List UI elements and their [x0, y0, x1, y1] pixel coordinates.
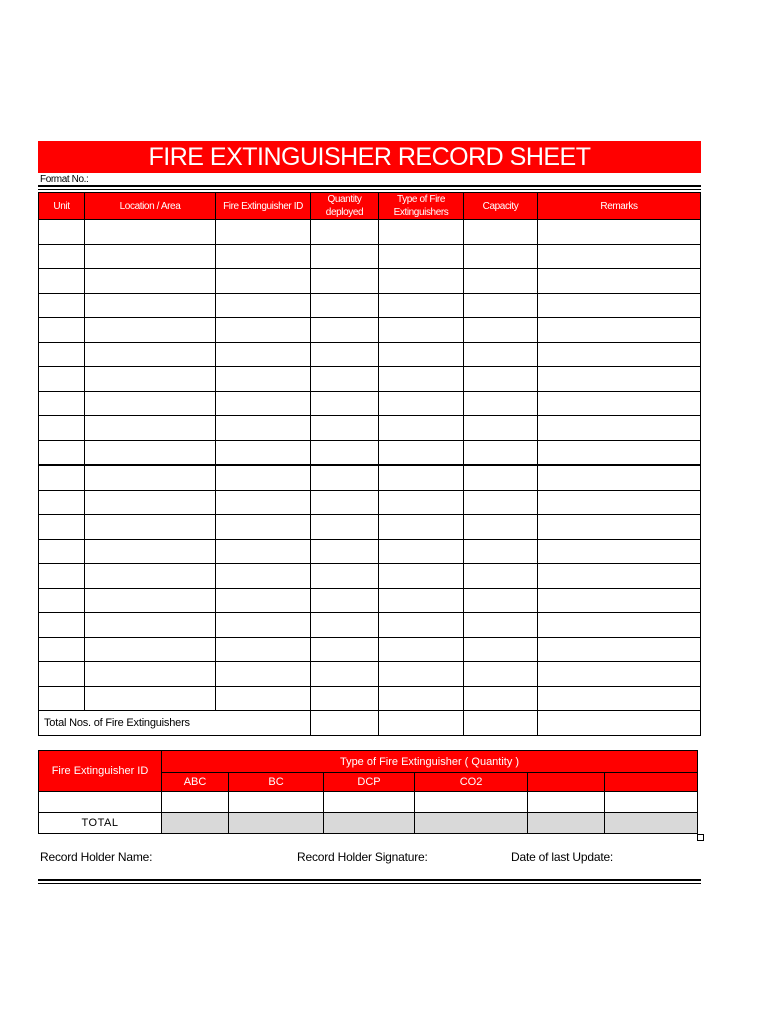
cell-location[interactable] — [85, 440, 216, 465]
summary-type-header: Type of Fire Extinguisher ( Quantity ) — [162, 751, 698, 773]
summary-blank1-cell[interactable] — [528, 792, 605, 813]
col-header-capacity: Capacity — [464, 193, 538, 220]
col-header-remarks: Remarks — [538, 193, 701, 220]
cell-quantity[interactable] — [311, 613, 379, 638]
cell-capacity[interactable] — [464, 367, 538, 392]
resize-handle[interactable] — [697, 834, 704, 841]
cell-unit[interactable] — [39, 391, 85, 416]
cell-location[interactable] — [85, 220, 216, 245]
cell-fe-id[interactable] — [216, 465, 311, 490]
record-row — [39, 490, 701, 515]
record-total-row — [39, 711, 701, 736]
cell-quantity[interactable] — [311, 539, 379, 564]
cell-remarks[interactable] — [538, 686, 701, 711]
cell-quantity[interactable] — [311, 588, 379, 613]
total-capacity-cell[interactable] — [464, 711, 538, 736]
cell-capacity[interactable] — [464, 416, 538, 441]
cell-quantity[interactable] — [311, 269, 379, 294]
cell-type[interactable] — [379, 391, 464, 416]
cell-quantity[interactable] — [311, 686, 379, 711]
date-of-last-update-label: Date of last Update: — [511, 850, 614, 864]
cell-type[interactable] — [379, 637, 464, 662]
cell-quantity[interactable] — [311, 391, 379, 416]
cell-type[interactable] — [379, 416, 464, 441]
cell-quantity[interactable] — [311, 367, 379, 392]
total-co2-cell[interactable] — [415, 813, 528, 834]
summary-id-header: Fire Extinguisher ID — [39, 751, 162, 792]
total-quantity-cell[interactable] — [311, 711, 379, 736]
cell-type[interactable] — [379, 342, 464, 367]
cell-unit[interactable] — [39, 637, 85, 662]
cell-unit[interactable] — [39, 244, 85, 269]
cell-quantity[interactable] — [311, 564, 379, 589]
cell-remarks[interactable] — [538, 588, 701, 613]
record-row — [39, 613, 701, 638]
cell-type[interactable] — [379, 490, 464, 515]
cell-capacity[interactable] — [464, 440, 538, 465]
cell-capacity[interactable] — [464, 490, 538, 515]
cell-fe-id[interactable] — [216, 293, 311, 318]
cell-remarks[interactable] — [538, 269, 701, 294]
cell-fe-id[interactable] — [216, 416, 311, 441]
cell-capacity[interactable] — [464, 637, 538, 662]
cell-capacity[interactable] — [464, 515, 538, 540]
cell-quantity[interactable] — [311, 293, 379, 318]
cell-location[interactable] — [85, 613, 216, 638]
cell-type[interactable] — [379, 269, 464, 294]
cell-fe-id[interactable] — [216, 686, 311, 711]
cell-location[interactable] — [85, 269, 216, 294]
summary-id-cell[interactable] — [39, 792, 162, 813]
cell-location[interactable] — [85, 367, 216, 392]
summary-blank2-cell[interactable] — [605, 792, 698, 813]
cell-fe-id[interactable] — [216, 269, 311, 294]
cell-location[interactable] — [85, 539, 216, 564]
total-blank1-cell[interactable] — [528, 813, 605, 834]
summary-entry-row — [39, 792, 698, 813]
cell-quantity[interactable] — [311, 662, 379, 687]
summary-dcp-cell[interactable] — [324, 792, 415, 813]
record-row — [39, 588, 701, 613]
cell-remarks[interactable] — [538, 342, 701, 367]
footer-rule-thick — [38, 879, 701, 881]
cell-fe-id[interactable] — [216, 440, 311, 465]
cell-type[interactable] — [379, 244, 464, 269]
cell-location[interactable] — [85, 465, 216, 490]
cell-unit[interactable] — [39, 440, 85, 465]
cell-capacity[interactable] — [464, 318, 538, 343]
cell-location[interactable] — [85, 318, 216, 343]
cell-remarks[interactable] — [538, 220, 701, 245]
type-co2: CO2 — [415, 773, 528, 792]
footer-rule-thin — [38, 883, 701, 884]
record-row — [39, 220, 701, 245]
cell-capacity[interactable] — [464, 613, 538, 638]
cell-type[interactable] — [379, 367, 464, 392]
cell-capacity[interactable] — [464, 342, 538, 367]
cell-remarks[interactable] — [538, 416, 701, 441]
cell-unit[interactable] — [39, 662, 85, 687]
cell-quantity[interactable] — [311, 318, 379, 343]
total-dcp-cell[interactable] — [324, 813, 415, 834]
type-bc: BC — [229, 773, 324, 792]
cell-fe-id[interactable] — [216, 342, 311, 367]
cell-type[interactable] — [379, 662, 464, 687]
cell-capacity[interactable] — [464, 588, 538, 613]
cell-remarks[interactable] — [538, 318, 701, 343]
cell-fe-id[interactable] — [216, 662, 311, 687]
cell-unit[interactable] — [39, 686, 85, 711]
cell-remarks[interactable] — [538, 367, 701, 392]
format-no-label: Format No.: — [40, 174, 89, 185]
cell-fe-id[interactable] — [216, 220, 311, 245]
total-blank2-cell[interactable] — [605, 813, 698, 834]
cell-capacity[interactable] — [464, 220, 538, 245]
cell-quantity[interactable] — [311, 342, 379, 367]
cell-location[interactable] — [85, 588, 216, 613]
summary-abc-cell[interactable] — [162, 792, 229, 813]
type-blank-2 — [605, 773, 698, 792]
cell-location[interactable] — [85, 416, 216, 441]
cell-unit[interactable] — [39, 416, 85, 441]
cell-remarks[interactable] — [538, 293, 701, 318]
cell-fe-id[interactable] — [216, 564, 311, 589]
record-row — [39, 662, 701, 687]
cell-location[interactable] — [85, 293, 216, 318]
summary-total-row — [39, 813, 698, 834]
cell-unit[interactable] — [39, 465, 85, 490]
record-holder-name-label: Record Holder Name: — [40, 850, 153, 864]
cell-remarks[interactable] — [538, 637, 701, 662]
record-row — [39, 391, 701, 416]
record-row — [39, 637, 701, 662]
total-abc-cell[interactable] — [162, 813, 229, 834]
cell-type[interactable] — [379, 539, 464, 564]
cell-type[interactable] — [379, 318, 464, 343]
col-header-unit: Unit — [39, 193, 85, 220]
cell-capacity[interactable] — [464, 539, 538, 564]
cell-remarks[interactable] — [538, 391, 701, 416]
cell-fe-id[interactable] — [216, 539, 311, 564]
cell-type[interactable] — [379, 686, 464, 711]
record-row — [39, 269, 701, 294]
cell-capacity[interactable] — [464, 564, 538, 589]
sheet-title: FIRE EXTINGUISHER RECORD SHEET — [38, 141, 701, 173]
type-abc: ABC — [162, 773, 229, 792]
cell-location[interactable] — [85, 686, 216, 711]
cell-quantity[interactable] — [311, 637, 379, 662]
cell-type[interactable] — [379, 588, 464, 613]
total-fire-extinguishers-label: Total Nos. of Fire Extinguishers — [39, 711, 311, 736]
cell-unit[interactable] — [39, 220, 85, 245]
cell-type[interactable] — [379, 293, 464, 318]
col-header-type: Type of Fire Extinguishers — [379, 193, 464, 220]
cell-quantity[interactable] — [311, 416, 379, 441]
col-header-quantity: Quantity deployed — [311, 193, 379, 220]
cell-quantity[interactable] — [311, 490, 379, 515]
cell-remarks[interactable] — [538, 662, 701, 687]
cell-capacity[interactable] — [464, 293, 538, 318]
summary-total-label: TOTAL — [39, 813, 162, 834]
cell-capacity[interactable] — [464, 244, 538, 269]
cell-quantity[interactable] — [311, 465, 379, 490]
cell-quantity[interactable] — [311, 244, 379, 269]
cell-quantity[interactable] — [311, 515, 379, 540]
total-type-cell[interactable] — [379, 711, 464, 736]
record-row — [39, 367, 701, 392]
cell-fe-id[interactable] — [216, 588, 311, 613]
record-row — [39, 293, 701, 318]
cell-location[interactable] — [85, 515, 216, 540]
cell-fe-id[interactable] — [216, 613, 311, 638]
total-bc-cell[interactable] — [229, 813, 324, 834]
cell-unit[interactable] — [39, 515, 85, 540]
cell-unit[interactable] — [39, 490, 85, 515]
cell-type[interactable] — [379, 440, 464, 465]
col-header-location: Location / Area — [85, 193, 216, 220]
cell-fe-id[interactable] — [216, 318, 311, 343]
summary-co2-cell[interactable] — [415, 792, 528, 813]
cell-location[interactable] — [85, 391, 216, 416]
col-header-fe-id: Fire Extinguisher ID — [216, 193, 311, 220]
cell-fe-id[interactable] — [216, 637, 311, 662]
cell-remarks[interactable] — [538, 244, 701, 269]
record-table — [38, 192, 701, 736]
record-row — [39, 686, 701, 711]
header-rule-thin — [38, 189, 701, 190]
cell-location[interactable] — [85, 564, 216, 589]
cell-location[interactable] — [85, 244, 216, 269]
record-row — [39, 515, 701, 540]
type-dcp: DCP — [324, 773, 415, 792]
record-holder-signature-label: Record Holder Signature: — [297, 850, 428, 864]
cell-fe-id[interactable] — [216, 244, 311, 269]
cell-unit[interactable] — [39, 613, 85, 638]
record-row — [39, 564, 701, 589]
record-row — [39, 416, 701, 441]
cell-capacity[interactable] — [464, 686, 538, 711]
cell-remarks[interactable] — [538, 490, 701, 515]
record-row — [39, 539, 701, 564]
cell-unit[interactable] — [39, 564, 85, 589]
cell-unit[interactable] — [39, 318, 85, 343]
cell-location[interactable] — [85, 637, 216, 662]
record-row — [39, 440, 701, 465]
cell-remarks[interactable] — [538, 515, 701, 540]
cell-quantity[interactable] — [311, 220, 379, 245]
summary-header-row — [39, 751, 698, 773]
cell-remarks[interactable] — [538, 440, 701, 465]
cell-remarks[interactable] — [538, 539, 701, 564]
record-row — [39, 244, 701, 269]
record-row — [39, 342, 701, 367]
cell-type[interactable] — [379, 220, 464, 245]
cell-remarks[interactable] — [538, 564, 701, 589]
cell-type[interactable] — [379, 564, 464, 589]
cell-location[interactable] — [85, 342, 216, 367]
cell-fe-id[interactable] — [216, 490, 311, 515]
cell-unit[interactable] — [39, 269, 85, 294]
cell-unit[interactable] — [39, 367, 85, 392]
record-row — [39, 465, 701, 490]
cell-quantity[interactable] — [311, 440, 379, 465]
cell-capacity[interactable] — [464, 391, 538, 416]
summary-bc-cell[interactable] — [229, 792, 324, 813]
cell-location[interactable] — [85, 662, 216, 687]
cell-unit[interactable] — [39, 588, 85, 613]
total-remarks-cell[interactable] — [538, 711, 701, 736]
cell-fe-id[interactable] — [216, 515, 311, 540]
cell-unit[interactable] — [39, 539, 85, 564]
cell-type[interactable] — [379, 515, 464, 540]
cell-remarks[interactable] — [538, 465, 701, 490]
cell-unit[interactable] — [39, 293, 85, 318]
cell-type[interactable] — [379, 465, 464, 490]
cell-fe-id[interactable] — [216, 367, 311, 392]
cell-type[interactable] — [379, 613, 464, 638]
cell-capacity[interactable] — [464, 465, 538, 490]
header-rule-thick — [38, 185, 701, 187]
cell-location[interactable] — [85, 490, 216, 515]
cell-remarks[interactable] — [538, 613, 701, 638]
cell-capacity[interactable] — [464, 662, 538, 687]
record-table-header-row — [39, 193, 701, 220]
record-row — [39, 318, 701, 343]
type-blank-1 — [528, 773, 605, 792]
summary-table — [38, 750, 698, 834]
cell-unit[interactable] — [39, 342, 85, 367]
cell-fe-id[interactable] — [216, 391, 311, 416]
cell-capacity[interactable] — [464, 269, 538, 294]
